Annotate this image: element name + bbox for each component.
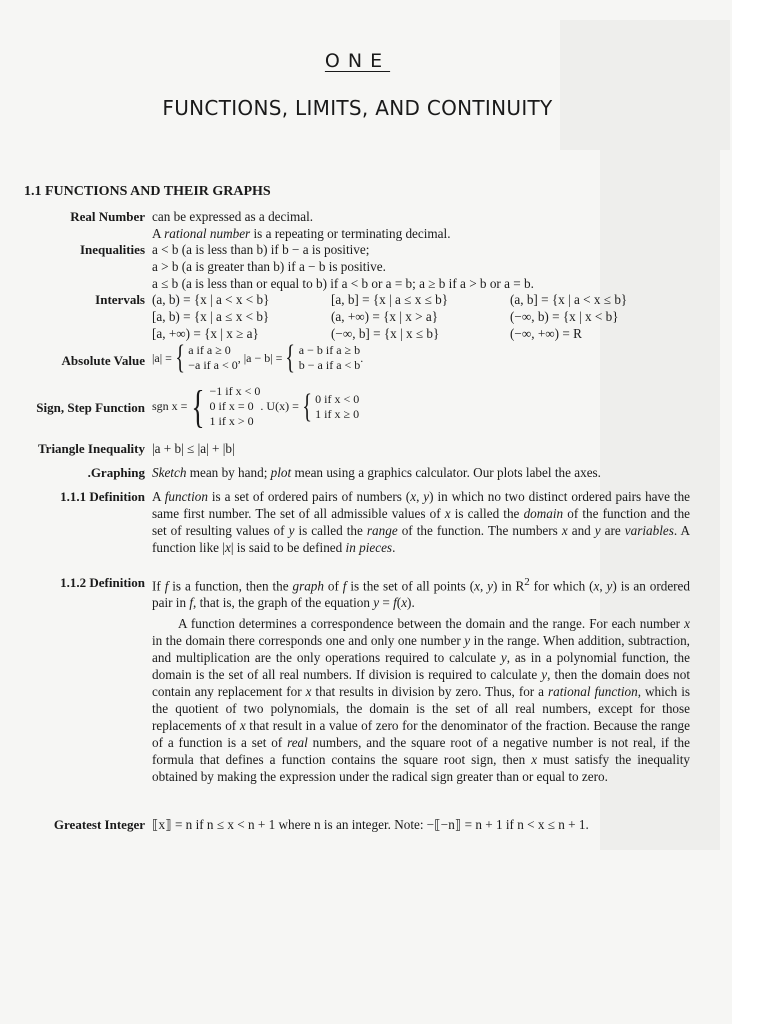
label-definition-111: 1.1.1 Definition — [60, 489, 145, 504]
definition-111-text: A function is a set of ordered pairs of numbers (x, y) in which no two distinct ordered pairs have the same first number. The set of all admissible values of x is called the domain of the function and the set of resulting values of y is called the range of the function. The numbers x and y are variables. A function like |x| is said to be defined in pieces. — [152, 489, 691, 555]
case-line: 0 if x = 0 — [209, 399, 254, 413]
text-span: is a repeating or terminating decimal. — [250, 226, 451, 241]
left-brace-symbol: { — [285, 339, 296, 376]
chapter-title: FUNCTIONS, LIMITS, AND CONTINUITY — [162, 96, 553, 120]
absolute-value-block — [0, 339, 732, 379]
real-number-line2 — [152, 225, 692, 242]
formula-lhs: |a| = — [152, 350, 172, 365]
domain-range-paragraph: A function determines a correspondence between the domain and the range. For each number x in the domain there corresponds one and only one number y in the range. When addition, subtraction, and multiplication are the only operations required to calculate y, as in a polynomial function, the domain is the set of all real numbers. If division is required to calculate y, then the domain does not contain any replacement for x that results in division by zero. Thus, for a rational function, which is the quotient of two polynomials, the domain is the set of all real numbers, except for those replacements of x that result in a value of zero for the denominator of the fraction. Because the range of a function is a set of real numbers, and the square root of a negative number is not real, if the formula that defines a function contains the square root sign, then x must satisfy the inequality obtained by making the expression under the radical sign greater than or equal to zero. — [152, 616, 690, 784]
case-line: b − a if a < b — [298, 358, 361, 372]
interval-item: [a, b) = {x | a ≤ x < b} — [152, 309, 270, 324]
interval-item: [a, b] = {x | a ≤ x ≤ b} — [331, 292, 449, 307]
interval-item: (−∞, b] = {x | x ≤ b} — [331, 326, 440, 341]
inequality-line1: a < b (a is less than b) if b − a is positive; — [152, 242, 370, 257]
label-absolute-value: Absolute Value — [61, 353, 145, 368]
piecewise-cases — [315, 392, 359, 422]
formula-tail: . — [360, 350, 364, 365]
term-rational-number: rational number — [164, 226, 251, 241]
interval-column-3 — [510, 291, 627, 342]
interval-column-2 — [331, 291, 448, 342]
piecewise-cases — [188, 343, 238, 373]
interval-item: [a, +∞) = {x | x ≥ a} — [152, 326, 259, 341]
sign-step-formula — [152, 380, 692, 432]
interval-item: (−∞, b) = {x | x < b} — [510, 309, 619, 324]
label-real-number: Real Number — [70, 209, 145, 224]
label-definition-112: 1.1.2 Definition — [60, 575, 145, 590]
case-line: a − b if a ≥ b — [298, 343, 361, 357]
label-inequalities: Inequalities — [79, 242, 145, 257]
interval-item: (a, +∞) = {x | x > a} — [331, 309, 439, 324]
graphing-text — [152, 464, 692, 481]
case-line: −a if a < 0 — [188, 358, 238, 372]
inequality-line2: a > b (a is greater than b) if a − b is positive. — [152, 259, 386, 274]
piecewise-cases — [298, 343, 364, 373]
page-margin — [732, 0, 768, 1024]
absolute-value-formula — [152, 339, 692, 376]
case-line: −1 if x < 0 — [209, 384, 261, 398]
label-sign-step: Sign, Step Function — [36, 400, 145, 415]
term-sketch: Sketch — [152, 465, 187, 480]
triangle-formula: |a + b| ≤ |a| + |b| — [152, 441, 235, 456]
interval-item: (a, b) = {x | a < x < b} — [152, 292, 270, 307]
sign-step-block — [0, 380, 732, 432]
formula-mid: . U(x) = — [260, 399, 299, 413]
inequality-line3: a ≤ b (a is less than or equal to b) if a < b or a = b; a ≥ b if a > b or a = b. — [152, 276, 534, 291]
text-span: mean by hand; — [186, 465, 271, 480]
chapter-number: ONE — [324, 50, 391, 72]
definition-112-text: If f is a function, then the graph of f is the set of all points (x, y) in $R^2$ for which (x, y) is an ordered pair in f, that is, the graph of the equation y = f(x). — [152, 576, 691, 611]
formula-mid: , |a − b| = — [237, 350, 283, 365]
text-span: A — [152, 226, 165, 241]
piecewise-cases — [210, 384, 261, 429]
interval-item: (a, b] = {x | a < x ≤ b} — [510, 292, 628, 307]
term-plot: plot — [270, 465, 292, 480]
case-line: a if a ≥ 0 — [188, 343, 231, 357]
case-line: 0 if x < 0 — [315, 391, 360, 406]
case-line: 1 if x > 0 — [209, 414, 254, 428]
left-brace-symbol: { — [175, 339, 185, 376]
label-greatest-integer: Greatest Integer — [53, 817, 145, 832]
text-span: mean using a graphics calculator. Our plots label the axes. — [291, 465, 601, 480]
greatest-integer-formula: ⟦x⟧ = n if n ≤ x < n + 1 where n is an integer. Note: −⟦−n⟧ = n + 1 if n < x ≤ n + 1. — [152, 817, 589, 832]
real-number-line1: can be expressed as a decimal. — [152, 209, 314, 224]
interval-item: (−∞, +∞) = R — [510, 326, 582, 341]
formula-lhs: sgn x = — [152, 399, 188, 413]
case-line: 1 if x ≥ 0 — [315, 406, 360, 421]
interval-column-1 — [152, 291, 269, 342]
label-triangle-inequality: Triangle Inequality — [37, 441, 145, 456]
section-heading: 1.1 FUNCTIONS AND THEIR GRAPHS — [24, 184, 271, 199]
label-intervals: Intervals — [95, 292, 145, 307]
left-brace-symbol: { — [191, 380, 206, 432]
bleed-through-shadow — [560, 20, 730, 150]
label-graphing: .Graphing — [87, 465, 145, 480]
left-brace-symbol: { — [302, 387, 312, 425]
